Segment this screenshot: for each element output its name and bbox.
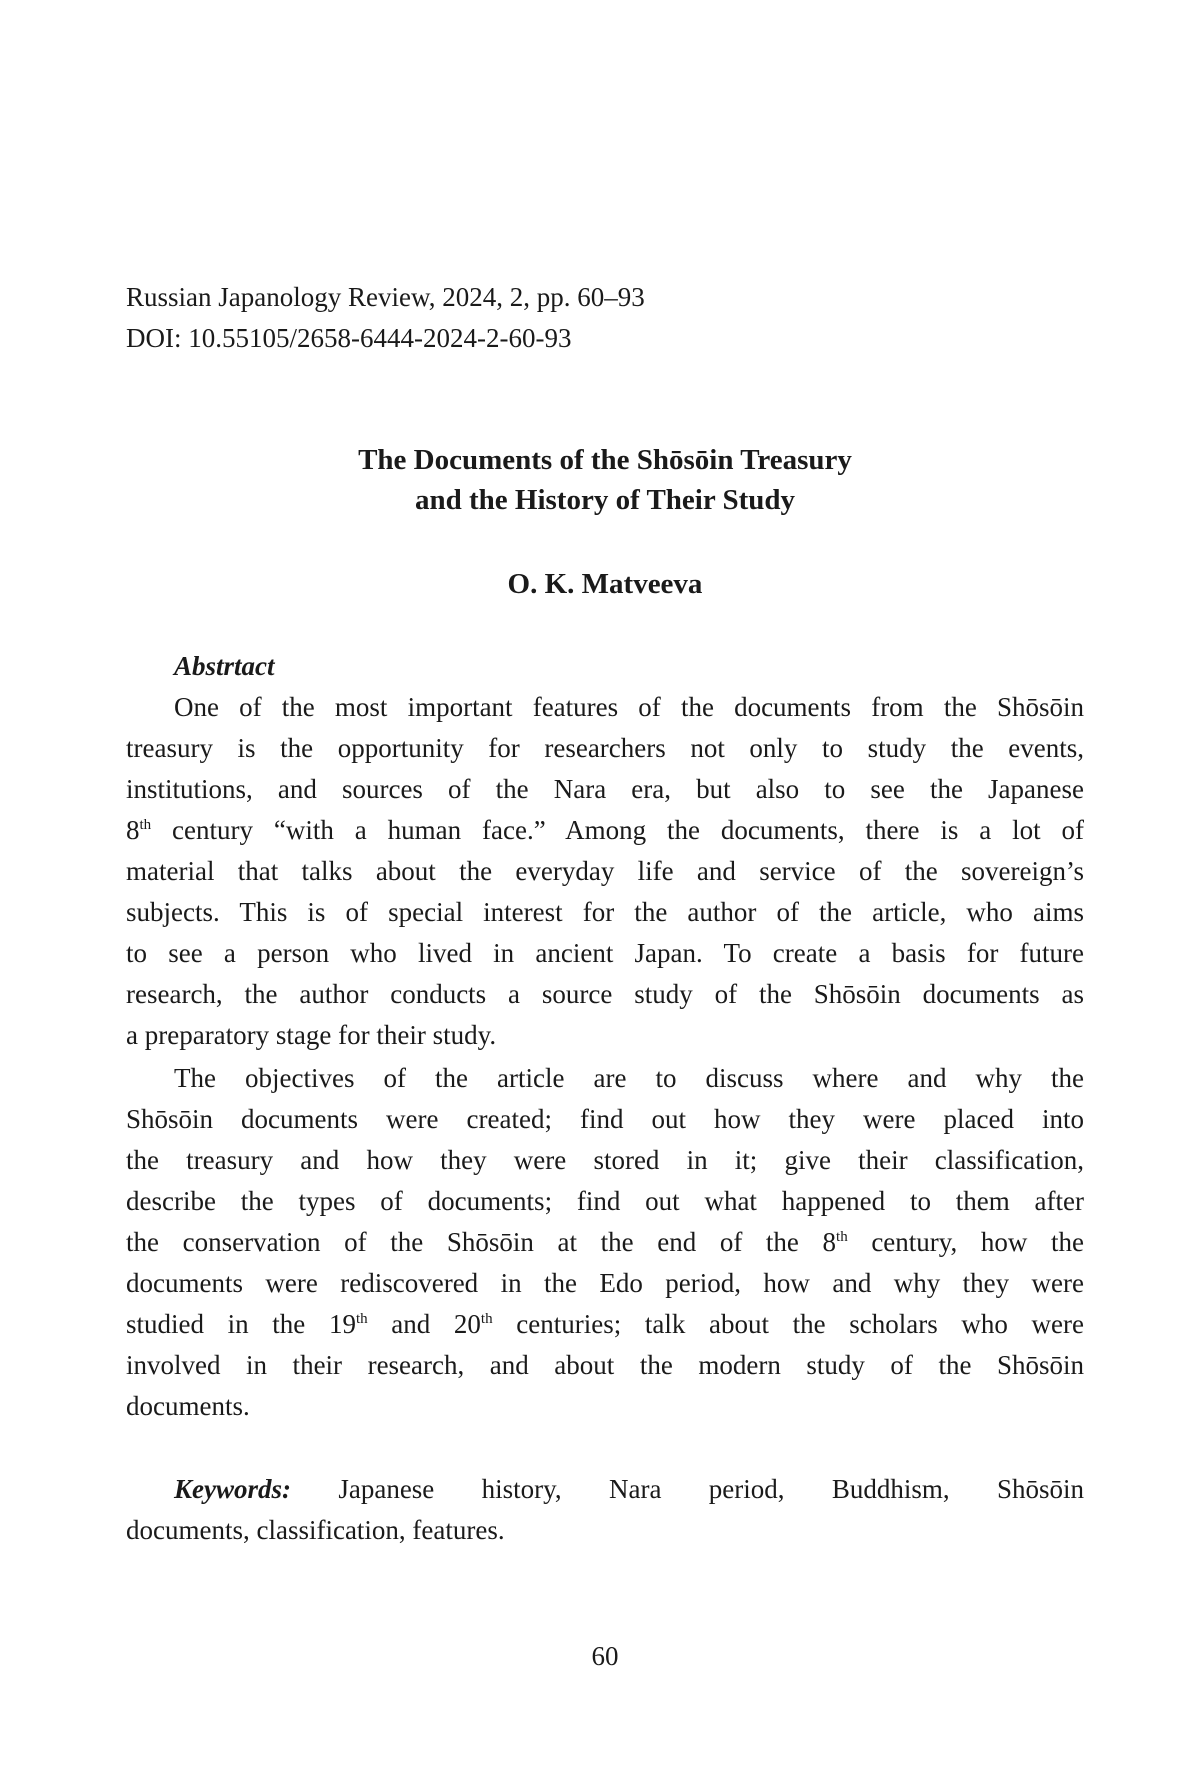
title-line-2: and the History of Their Study <box>414 484 796 516</box>
keywords-text-2: documents, classification, features. <box>126 1515 505 1545</box>
text-segment: and 20 <box>367 1309 481 1339</box>
text-segment: centuries; talk about the scholars who were <box>492 1309 1085 1339</box>
text-segment: studied in the 19 <box>126 1309 356 1339</box>
superscript: th <box>836 1229 848 1245</box>
text-line: research, the author conducts a source study of the Shōsōin documents as <box>126 979 1084 1009</box>
keywords <box>126 1469 1084 1551</box>
text-line: describe the types of documents; find out what happened to them after <box>126 1186 1084 1216</box>
text-line <box>126 1222 1084 1263</box>
abstract-heading: Abstrtact <box>174 651 275 681</box>
superscript: th <box>355 1311 368 1327</box>
text-segment: the conservation of the Shōsōin at the end of the 8 <box>126 1227 837 1257</box>
abstract-paragraph-2 <box>126 1058 1084 1427</box>
text-line <box>126 810 1084 851</box>
text-segment: 8 <box>126 815 140 845</box>
text-line: to see a person who lived in ancient Japan. To create a basis for future <box>126 938 1084 968</box>
text-line: One of the most important features of the documents from the Shōsōin <box>174 692 1084 722</box>
text-line: treasury is the opportunity for researchers not only to study the events, <box>126 733 1084 763</box>
text-line: involved in their research, and about the modern study of the Shōsōin <box>126 1350 1084 1380</box>
journal-citation: Russian Japanology Review, 2024, 2, pp. 60–93 <box>126 282 645 312</box>
keywords-label: Keywords: <box>174 1474 291 1504</box>
text-segment: century, how the <box>847 1227 1084 1257</box>
text-line: documents were rediscovered in the Edo period, how and why they were <box>126 1268 1084 1298</box>
text-line: the treasury and how they were stored in it; give their classification, <box>126 1145 1084 1175</box>
abstract-paragraph-1 <box>126 687 1084 1056</box>
text-line: institutions, and sources of the Nara era, but also to see the Japanese <box>126 774 1084 804</box>
text-line: a preparatory stage for their study. <box>126 1020 497 1050</box>
text-line: subjects. This is of special interest for the author of the article, who aims <box>126 897 1084 927</box>
text-line <box>126 1304 1084 1345</box>
text-line: material that talks about the everyday life and service of the sovereign’s <box>126 856 1084 886</box>
text-segment: century “with a human face.” Among the documents, there is a lot of <box>151 815 1084 845</box>
text-line: Shōsōin documents were created; find out how they were placed into <box>126 1104 1084 1134</box>
text-line: documents. <box>126 1391 250 1421</box>
article-title <box>126 440 1084 520</box>
keywords-text-1: Japanese history, Nara period, Buddhism, Shōsōin <box>291 1474 1084 1504</box>
page-number: 60 <box>591 1641 619 1671</box>
doi: DOI: 10.55105/2658-6444-2024-2-60-93 <box>126 323 572 353</box>
author: O. K. Matveeva <box>507 568 703 600</box>
title-line-1: The Documents of the Shōsōin Treasury <box>358 444 852 476</box>
superscript: th <box>480 1311 493 1327</box>
journal-header <box>126 277 1084 359</box>
superscript: th <box>139 817 152 833</box>
text-line: The objectives of the article are to discuss where and why the <box>174 1063 1084 1093</box>
